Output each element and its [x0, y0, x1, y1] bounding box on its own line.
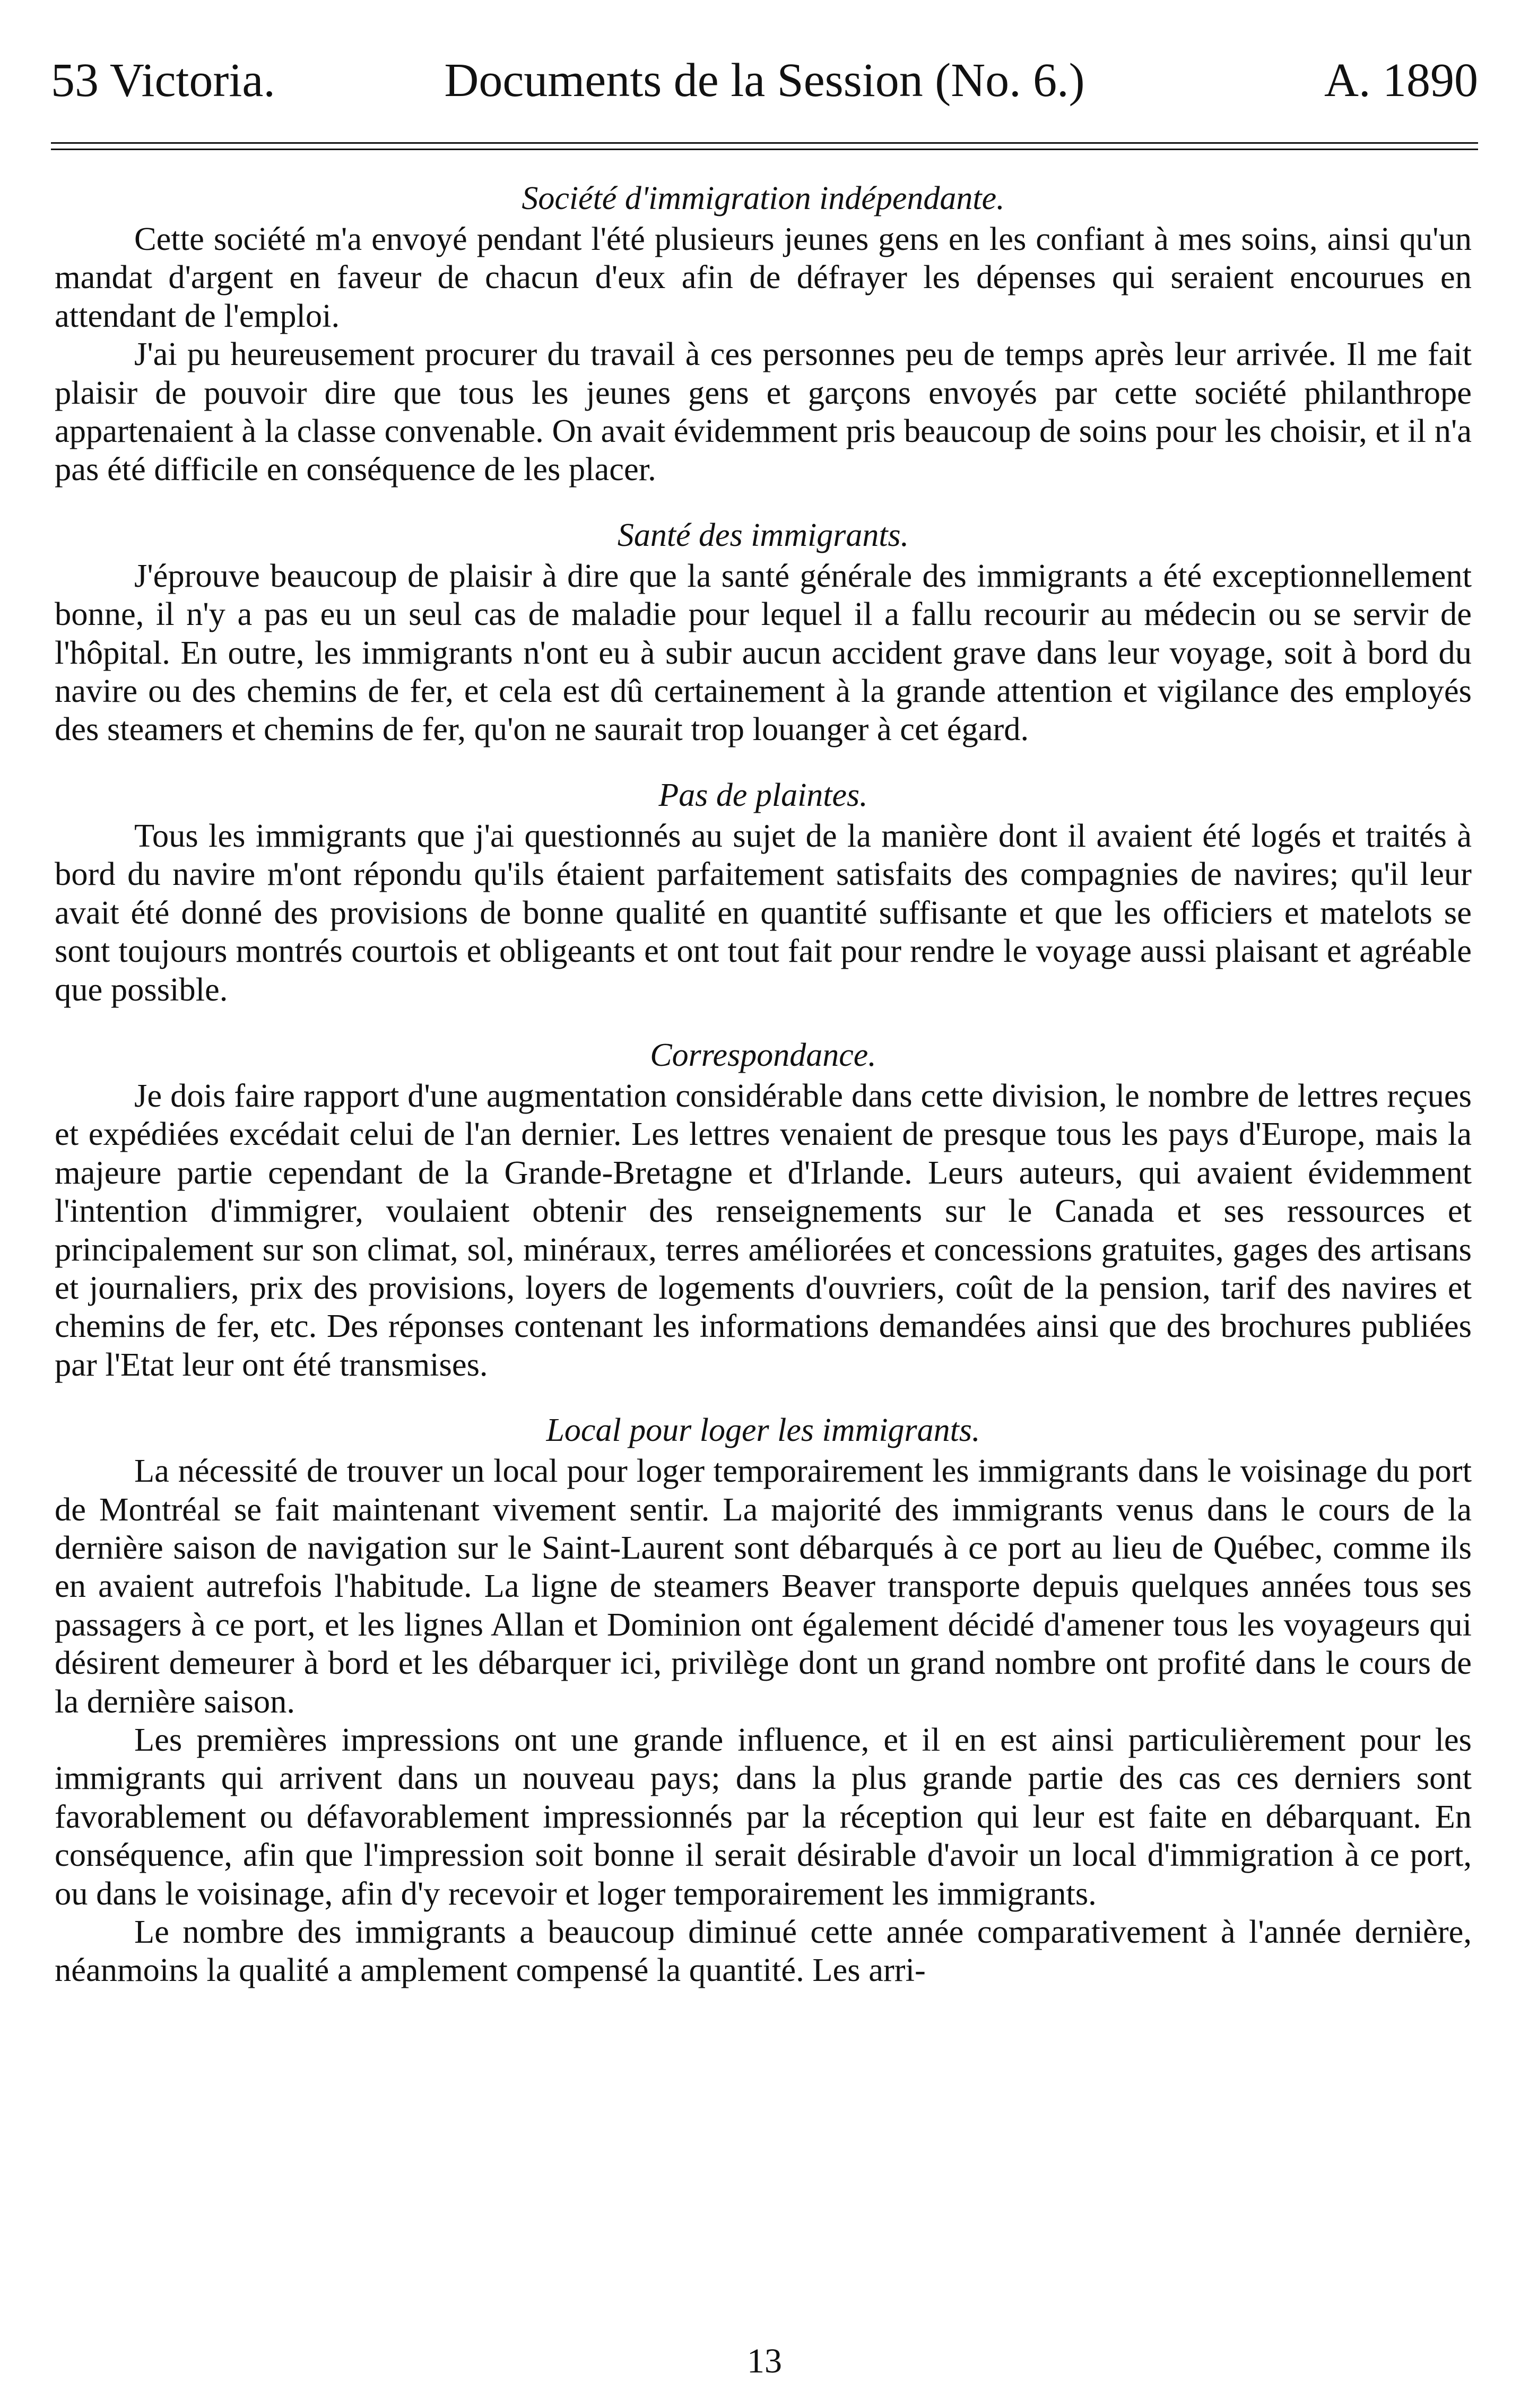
section-pas-de-plaintes	[55, 774, 1472, 1009]
header-volume: 53 Victoria.	[51, 54, 275, 107]
header-title: Documents de la Session (No. 6.)	[444, 54, 1085, 107]
paragraph: Cette société m'a envoyé pendant l'été plusieurs jeunes gens en les confiant à mes soins, ainsi qu'un mandat d'argent en faveur de chacun d'eux afin de défrayer les dépenses qui seraient encourues en attendant de l'emploi.	[55, 220, 1472, 334]
paragraph: Tous les immigrants que j'ai questionnés au sujet de la manière dont il avaient été logés et traités à bord du navire m'ont répondu qu'ils étaient parfaitement satisfaits des compagnies de navires; qu'il leur avait été donné des provisions de bonne qualité en quantité suffisante et que les officiers et matelots se sont toujours montrés courtois et obligeants et ont tout fait pour rendre le voyage aussi plaisant et agréable que possible.	[55, 816, 1472, 1008]
page-number: 13	[747, 2342, 782, 2380]
section-heading: Local pour loger les immigrants.	[546, 1412, 980, 1449]
section-sante-immigrants	[55, 514, 1472, 749]
section-heading: Correspondance.	[650, 1037, 876, 1073]
section-heading: Pas de plaintes.	[658, 777, 868, 813]
paragraph: Le nombre des immigrants a beaucoup diminué cette année comparativement à l'année dernière, néanmoins la qualité a amplement compensé la quantité. Les arri-	[55, 1913, 1472, 1989]
document-body	[55, 177, 1472, 1989]
paragraph: J'ai pu heureusement procurer du travail à ces personnes peu de temps après leur arrivée. Il me fait plaisir de pouvoir dire que tous les jeunes gens et garçons envoyés par cette société philanthrope appartenaient à la classe convenable. On avait évidemment pris beaucoup de soins pour les choisir, et il n'a pas été difficile en conséquence de les placer.	[55, 335, 1472, 488]
paragraph: Je dois faire rapport d'une augmentation considérable dans cette division, le nombre de lettres reçues et expédiées excédait celui de l'an dernier. Les lettres venaient de presque tous les pays d'Europe, mais la majeure partie cependant de la Grande-Bretagne et d'Irlande. Leurs auteurs, qui avaient évidemment l'intention d'immigrer, voulaient obtenir des renseignements sur le Canada et ses ressources et principalement sur son climat, sol, minéraux, terres améliorées et concessions gratuites, gages des artisans et journaliers, prix des provisions, loyers de logements d'ouvriers, coût de la pension, tarif des navires et chemins de fer, etc. Des réponses contenant les informations demandées ainsi que des brochures publiées par l'Etat leur ont été transmises.	[55, 1076, 1472, 1383]
section-societe-immigration	[55, 177, 1472, 489]
section-local-immigrants	[55, 1409, 1472, 1989]
section-heading: Santé des immigrants.	[617, 517, 909, 553]
running-header	[51, 51, 1478, 110]
section-heading: Société d'immigration indépendante.	[522, 180, 1005, 216]
paragraph: J'éprouve beaucoup de plaisir à dire que la santé générale des immigrants a été exceptionnellement bonne, il n'y a pas eu un seul cas de maladie pour lequel il a fallu recourir au médecin ou se servir de l'hôpital. En outre, les immigrants n'ont eu à subir aucun accident grave dans leur voyage, soit à bord du navire ou des chemins de fer, et cela est dû certainement à la grande attention et vigilance des employés des steamers et chemins de fer, qu'on ne saurait trop louanger à cet égard.	[55, 557, 1472, 748]
header-double-rule	[51, 142, 1478, 150]
paragraph: La nécessité de trouver un local pour loger temporairement les immigrants dans le voisinage du port de Montréal se fait maintenant vivement sentir. La majorité des immigrants venus dans le cours de la dernière saison de navigation sur le Saint-Laurent sont débarqués à ce port au lieu de Québec, comme ils en avaient autrefois l'habitude. La ligne de steamers Beaver transporte depuis quelques années tous ses passagers à ce port, et les lignes Allan et Dominion ont également décidé d'amener tous les voyageurs qui désirent demeurer à bord et les débarquer ici, privilège dont un grand nombre ont profité dans le cours de la dernière saison.	[55, 1452, 1472, 1720]
header-year: A. 1890	[1324, 54, 1478, 107]
paragraph: Les premières impressions ont une grande influence, et il en est ainsi particulièrement pour les immigrants qui arrivent dans un nouveau pays; dans la plus grande partie des cas ces derniers sont favorablement ou défavorablement impressionnés par la réception qui leur est faite en débarquant. En conséquence, afin que l'impression soit bonne il serait désirable d'avoir un local d'immigration à ce port, ou dans le voisinage, afin d'y recevoir et loger temporairement les immigrants.	[55, 1721, 1472, 1912]
section-correspondance	[55, 1034, 1472, 1384]
